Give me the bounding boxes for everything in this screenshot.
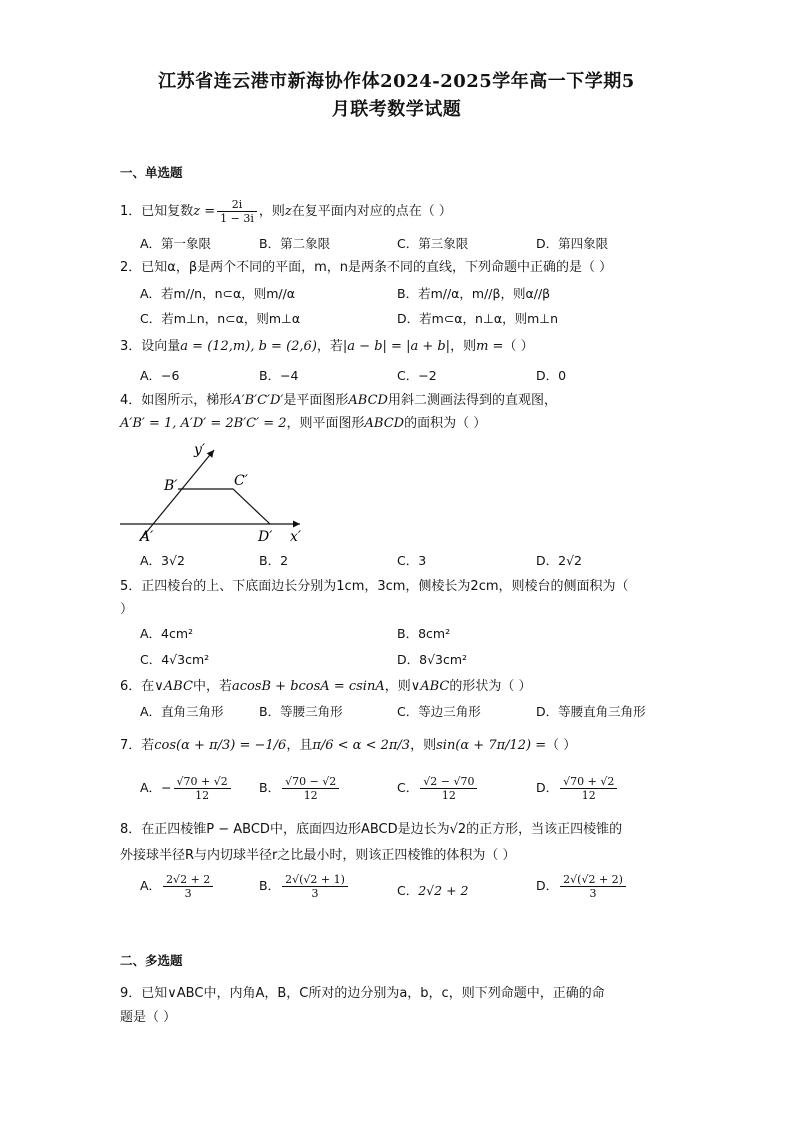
label-y: y′: [194, 442, 206, 458]
label-a: A′: [140, 529, 154, 545]
question-4-line-1: [120, 391, 665, 411]
q8-a-den: 3: [184, 887, 192, 900]
q8-c-label: C．: [397, 883, 419, 898]
question-8-line-1: 8．在正四棱锥P − ABCD中，底面四边形ABCD是边长为√2的正方形，当该正四棱锥的: [120, 822, 623, 837]
trapezoid-shape: [178, 489, 270, 524]
q3-stem-d: （ ）: [503, 339, 534, 354]
q7-sin-expr: sin(α + 7π/12) =: [436, 738, 547, 753]
q4-stem1-a: 4．如图所示，梯形: [120, 393, 233, 408]
q4-stem2-a: ，则平面图形: [286, 416, 365, 431]
q3-stem-c: ，则: [450, 339, 477, 354]
q2-option-c[interactable]: C．若m⊥n，n⊂α，则m⊥α: [140, 311, 301, 326]
q1-option-a[interactable]: A．第一象限: [140, 236, 212, 251]
question-1: [120, 198, 665, 225]
q1-z: z: [284, 204, 292, 219]
q3-option-d[interactable]: D．0: [536, 368, 567, 383]
title-line-1: 江苏省连云港市新海协作体2024-2025学年高一下学期5: [158, 71, 635, 92]
q4-condition: A′B′ = 1, A′D′ = 2B′C′ = 2: [120, 416, 287, 431]
q7-c-fraction: [420, 775, 477, 802]
q8-option-b[interactable]: [259, 873, 350, 900]
q4-stem1-c: 用斜二测画法得到的直观图，: [387, 393, 557, 408]
q6-option-c[interactable]: C．等边三角形: [397, 704, 481, 719]
question-6: [120, 677, 665, 697]
q8-a-label: A．: [140, 878, 162, 893]
q1-expr-lhs: z =: [193, 204, 216, 219]
q8-a-num: 2√2 + 2: [163, 873, 213, 887]
q7-option-b[interactable]: [259, 775, 341, 802]
q5-option-b[interactable]: B．8cm²: [397, 626, 451, 641]
q6-condition: acosB + bcosA = csinA: [231, 679, 385, 694]
q3-condition: |a − b| = |a + b|: [342, 339, 451, 354]
q6-triangle-2: ∨ABC: [410, 679, 450, 694]
q8-d-label: D．: [536, 878, 559, 893]
q6-stem-c: ，则: [384, 679, 411, 694]
q8-a-fraction: [163, 873, 213, 900]
q4-abcd-2: ABCD: [364, 416, 405, 431]
q7-c-num: √2 − √70: [420, 775, 477, 789]
q5-option-d[interactable]: D．8√3cm²: [397, 652, 468, 667]
question-3: [120, 337, 665, 357]
q3-option-c[interactable]: C．−2: [397, 368, 437, 383]
question-5: 5．正四棱台的上、下底面边长分别为1cm，3cm，侧棱长为2cm，则棱台的侧面积为（: [120, 579, 629, 594]
q7-cos-expr: cos(α + π/3) = −1/6: [154, 738, 287, 753]
q7-range: π/6 < α < 2π/3: [312, 738, 411, 753]
q3-stem-b: ，若: [316, 339, 343, 354]
q4-option-d[interactable]: D．2√2: [536, 553, 582, 568]
q8-b-fraction: [282, 873, 348, 900]
question-8-line-2: 外接球半径R与内切球半径r之比最小时，则该正四棱锥的体积为（ ）: [120, 848, 516, 863]
q8-option-a[interactable]: [140, 873, 215, 900]
q8-option-d[interactable]: [536, 873, 628, 900]
question-9-line-2: 题是（ ）: [120, 1010, 177, 1025]
question-2: 2．已知α，β是两个不同的平面，m，n是两条不同的直线，下列命题中正确的是（ ）: [120, 260, 613, 275]
q4-trapezoid: A′B′C′D′: [232, 393, 284, 408]
q8-b-label: B．: [259, 878, 281, 893]
q2-option-b[interactable]: B．若m//α，m//β，则α//β: [397, 286, 551, 301]
q5-option-c[interactable]: C．4√3cm²: [140, 652, 210, 667]
q7-a-den: 12: [195, 789, 210, 802]
q3-vectors: a = (12,m), b = (2,6): [180, 339, 317, 354]
q8-option-c[interactable]: [397, 882, 468, 900]
q7-a-label: A．: [140, 780, 162, 795]
question-4-line-2: [120, 414, 665, 434]
q7-stem-c: ，则: [410, 738, 437, 753]
q1-num: 2i: [217, 198, 257, 212]
q7-stem-d: （ ）: [546, 738, 577, 753]
q6-option-d[interactable]: D．等腰直角三角形: [536, 704, 646, 719]
q8-d-num: 2√(√2 + 2): [560, 873, 626, 887]
label-d: D′: [258, 529, 273, 545]
q7-c-label: C．: [397, 780, 419, 795]
q7-d-den: 12: [581, 789, 596, 802]
question-9-line-1: 9．已知∨ABC中，内角A，B，C所对的边分别为a，b，c，则下列命题中，正确的命: [120, 986, 605, 1001]
q4-option-a[interactable]: A．3√2: [140, 553, 185, 568]
q1-option-b[interactable]: B．第二象限: [259, 236, 331, 251]
q4-abcd: ABCD: [348, 393, 388, 408]
q6-option-a[interactable]: A．直角三角形: [140, 704, 224, 719]
q1-stem-c: 在复平面内对应的点在（ ）: [291, 204, 452, 219]
q7-a-num: √70 + √2: [174, 775, 231, 789]
q7-d-num: √70 + √2: [560, 775, 617, 789]
q2-option-a[interactable]: A．若m//n，n⊂α，则m//α: [140, 286, 296, 301]
q7-stem-b: ，且: [286, 738, 313, 753]
q1-stem-b: ，则: [258, 204, 285, 219]
q1-den: 1 − 3i: [220, 212, 254, 225]
q7-option-d[interactable]: [536, 775, 619, 802]
q2-option-d[interactable]: D．若m⊂α，n⊥α，则m⊥n: [397, 311, 559, 326]
page-title: [110, 68, 683, 124]
q8-d-den: 3: [589, 887, 597, 900]
q7-b-label: B．: [259, 780, 281, 795]
q7-stem-a: 7．若: [120, 738, 155, 753]
q3-option-a[interactable]: A．−6: [140, 368, 180, 383]
q4-stem2-b: 的面积为（ ）: [404, 416, 487, 431]
q6-option-b[interactable]: B．等腰三角形: [259, 704, 343, 719]
q6-triangle: ∨ABC: [154, 679, 193, 694]
label-c: C′: [234, 473, 248, 489]
label-b: B′: [164, 478, 178, 494]
section-heading-multiple-choice: 二、多选题: [120, 953, 183, 968]
q7-d-label: D．: [536, 780, 559, 795]
q3-stem-a: 3．设向量: [120, 339, 181, 354]
q1-option-c[interactable]: C．第三象限: [397, 236, 469, 251]
q3-m-eq: m =: [476, 339, 504, 354]
q6-stem-d: 的形状为（ ）: [449, 679, 532, 694]
q8-b-num: 2√(√2 + 1): [282, 873, 348, 887]
q7-option-a[interactable]: [140, 775, 233, 802]
title-line-2: 月联考数学试题: [331, 99, 462, 120]
question-5-cont: ）: [120, 602, 134, 617]
y-axis: [140, 450, 214, 540]
q8-b-den: 3: [311, 887, 319, 900]
q7-b-den: 12: [303, 789, 318, 802]
q7-a-fraction: [174, 775, 231, 802]
q7-b-fraction: [282, 775, 339, 802]
q4-option-c[interactable]: C．3: [397, 553, 427, 568]
question-7: [120, 736, 665, 756]
section-heading-single-choice: 一、单选题: [120, 165, 183, 180]
q8-d-fraction: [560, 873, 626, 900]
q7-c-den: 12: [441, 789, 456, 802]
q1-option-d[interactable]: D．第四象限: [536, 236, 609, 251]
q7-b-num: √70 − √2: [282, 775, 339, 789]
q4-diagram: [118, 440, 318, 550]
label-x: x′: [290, 529, 302, 545]
q4-stem1-b: 是平面图形: [283, 393, 349, 408]
q7-option-c[interactable]: [397, 775, 479, 802]
q1-stem-a: 1．已知复数: [120, 204, 194, 219]
q8-c-text: 2√2 + 2: [418, 883, 469, 898]
q5-option-a[interactable]: A．4cm²: [140, 626, 194, 641]
q7-d-fraction: [560, 775, 617, 802]
q7-a-sign: −: [161, 780, 172, 795]
q3-option-b[interactable]: B．−4: [259, 368, 299, 383]
q6-stem-b: 中，若: [192, 679, 232, 694]
q6-stem-a: 6．在: [120, 679, 155, 694]
q4-option-b[interactable]: B．2: [259, 553, 289, 568]
q1-fraction: [217, 198, 257, 225]
